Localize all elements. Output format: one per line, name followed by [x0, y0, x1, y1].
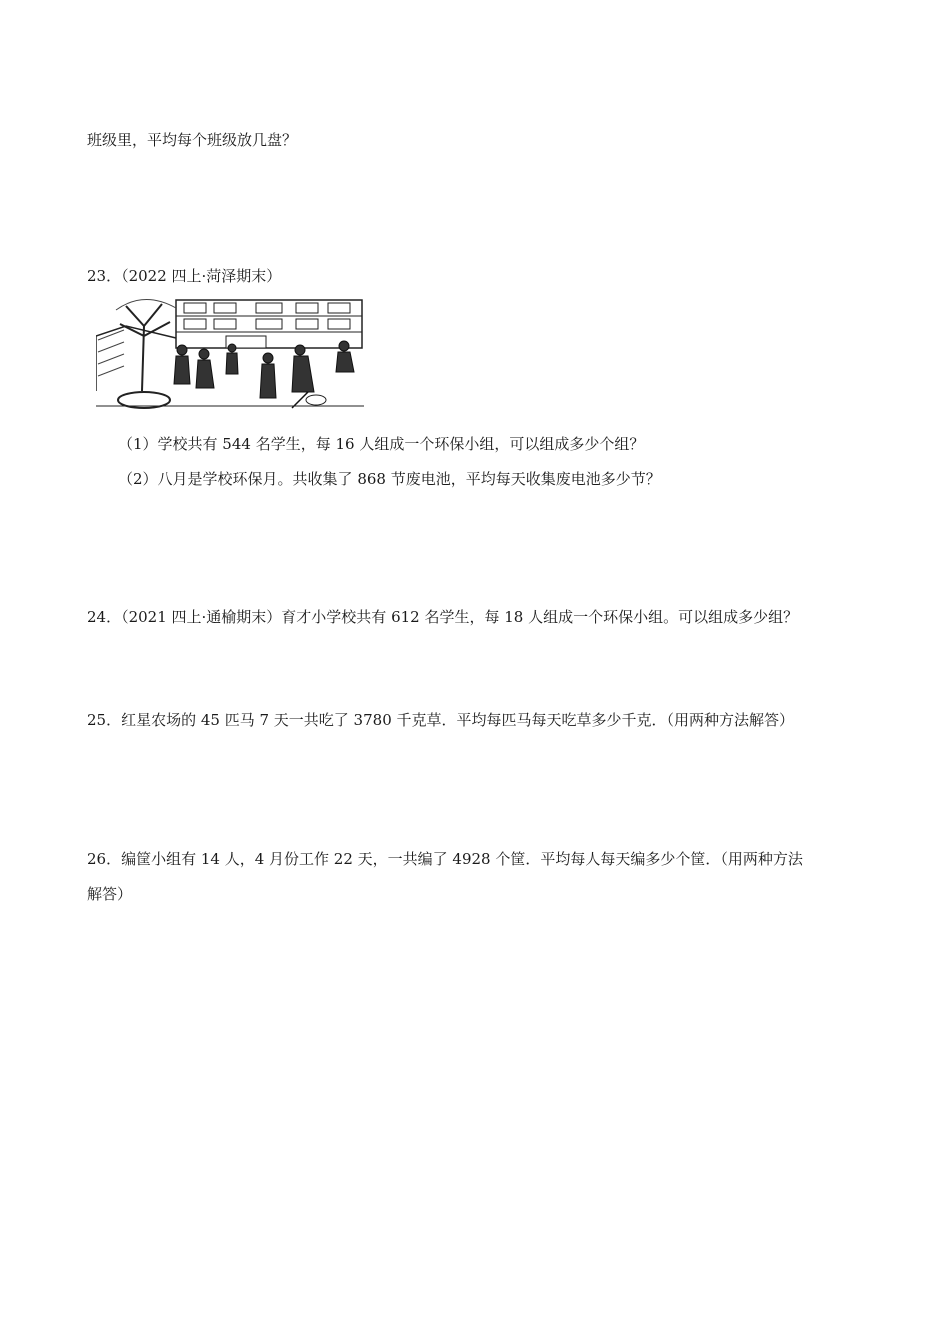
- question-26-line-1: 26．编筐小组有 14 人，4 月份工作 22 天，一共编了 4928 个筐．平均每人每天编多少个筐．（用两种方法: [87, 850, 803, 868]
- question-23-part-2: （2）八月是学校环保月。共收集了 868 节废电池，平均每天收集废电池多少节？: [118, 470, 661, 488]
- question-26-line-2: 解答）: [87, 885, 133, 903]
- school-environment-illustration: [96, 296, 364, 414]
- question-24: 24．（2021 四上·通榆期末）育才小学校共有 612 名学生，每 18 人组成一个环保小组。可以组成多少组？: [87, 608, 799, 626]
- question-25: 25．红星农场的 45 匹马 7 天一共吃了 3780 千克草．平均每匹马每天吃草多少千克．（用两种方法解答）: [87, 711, 795, 729]
- question-22-continuation: 班级里，平均每个班级放几盘？: [87, 131, 298, 149]
- question-23-header: 23．（2022 四上·菏泽期末）: [87, 267, 282, 285]
- question-23-part-1: （1）学校共有 544 名学生，每 16 人组成一个环保小组，可以组成多少个组？: [118, 435, 645, 453]
